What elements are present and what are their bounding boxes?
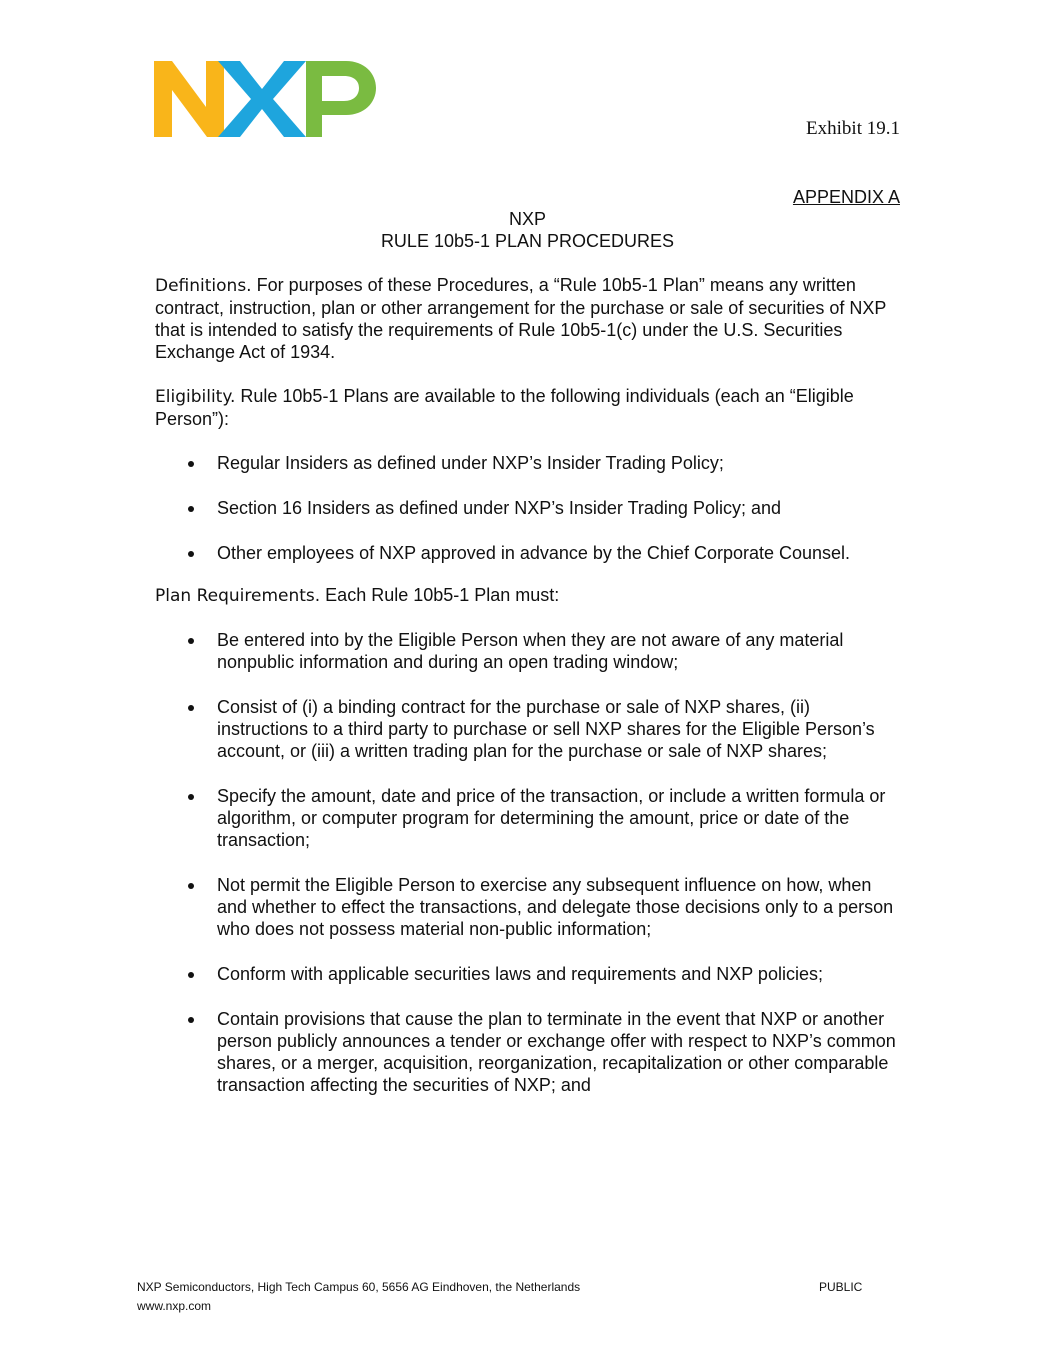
list-item: Conform with applicable securities laws and requirements and NXP policies; xyxy=(155,963,903,985)
bullet-icon xyxy=(188,638,194,644)
footer-address-block xyxy=(137,1278,580,1316)
requirements-paragraph xyxy=(155,584,903,607)
definitions-heading: Definitions. xyxy=(155,276,252,296)
requirements-heading: Plan Requirements. xyxy=(155,586,321,606)
bullet-icon xyxy=(188,551,194,557)
logo-letter-x xyxy=(218,61,306,137)
list-item: Regular Insiders as defined under NXP’s Insider Trading Policy; xyxy=(155,452,903,474)
list-item: Other employees of NXP approved in advance by the Chief Corporate Counsel. xyxy=(155,542,903,564)
bullet-icon xyxy=(188,794,194,800)
title-company: NXP xyxy=(508,209,546,229)
bullet-icon xyxy=(188,1017,194,1023)
eligibility-heading: Eligibility. xyxy=(155,387,236,407)
document-title xyxy=(0,208,1055,252)
eligibility-list xyxy=(155,452,903,564)
eligibility-paragraph xyxy=(155,385,903,430)
nxp-logo xyxy=(154,61,376,137)
requirements-list xyxy=(155,629,903,1096)
logo-letter-p xyxy=(306,61,376,137)
footer-classification: PUBLIC xyxy=(819,1280,863,1294)
footer-address: NXP Semiconductors, High Tech Campus 60, 5656 AG Eindhoven, the Netherlands xyxy=(137,1280,581,1294)
appendix-label: APPENDIX A xyxy=(792,187,900,207)
bullet-icon xyxy=(188,972,194,978)
requirements-text: Each Rule 10b5-1 Plan must: xyxy=(320,585,560,605)
list-item: Specify the amount, date and price of the transaction, or include a written formula or algorithm, or computer program for determining the amount, price or date of the transaction; xyxy=(155,785,903,851)
list-item: Not permit the Eligible Person to exercise any subsequent influence on how, when and whether to effect the transactions, and delegate those decisions only to a person who does not possess material non-public information; xyxy=(155,874,903,940)
exhibit-label: Exhibit 19.1 xyxy=(806,118,900,139)
list-item: Section 16 Insiders as defined under NXP’s Insider Trading Policy; and xyxy=(155,497,903,519)
definitions-paragraph xyxy=(155,274,903,363)
bullet-icon xyxy=(188,506,194,512)
document-body xyxy=(155,274,903,1119)
eligibility-text: Rule 10b5-1 Plans are available to the following individuals (each an “Eligible Person”): xyxy=(155,386,854,429)
list-item: Contain provisions that cause the plan to terminate in the event that NXP or another person publicly announces a tender or exchange offer with respect to NXP’s common shares, or a merger, acquisition, reorganization, recapitalization or other comparable transaction affecting the securities of NXP; and xyxy=(155,1008,903,1096)
list-item: Consist of (i) a binding contract for the purchase or sale of NXP shares, (ii) instructions to a third party to purchase or sell NXP shares for the Eligible Person’s account, or (iii) a written trading plan for the purchase or sale of NXP shares; xyxy=(155,696,903,762)
footer-website: www.nxp.com xyxy=(137,1299,212,1313)
list-item: Be entered into by the Eligible Person when they are not aware of any material nonpublic information and during an open trading window; xyxy=(155,629,903,673)
bullet-icon xyxy=(188,461,194,467)
logo-letter-n xyxy=(154,61,224,137)
bullet-icon xyxy=(188,883,194,889)
title-procedures: RULE 10b5-1 PLAN PROCEDURES xyxy=(380,231,675,251)
bullet-icon xyxy=(188,705,194,711)
definitions-text: For purposes of these Procedures, a “Rule 10b5-1 Plan” means any written contract, instruction, plan or other arrangement for the purchase or sale of securities of NXP that is intended to satisfy the requirements of Rule 10b5-1(c) under the U.S. Securities Exchange Act of 1934. xyxy=(155,275,887,362)
